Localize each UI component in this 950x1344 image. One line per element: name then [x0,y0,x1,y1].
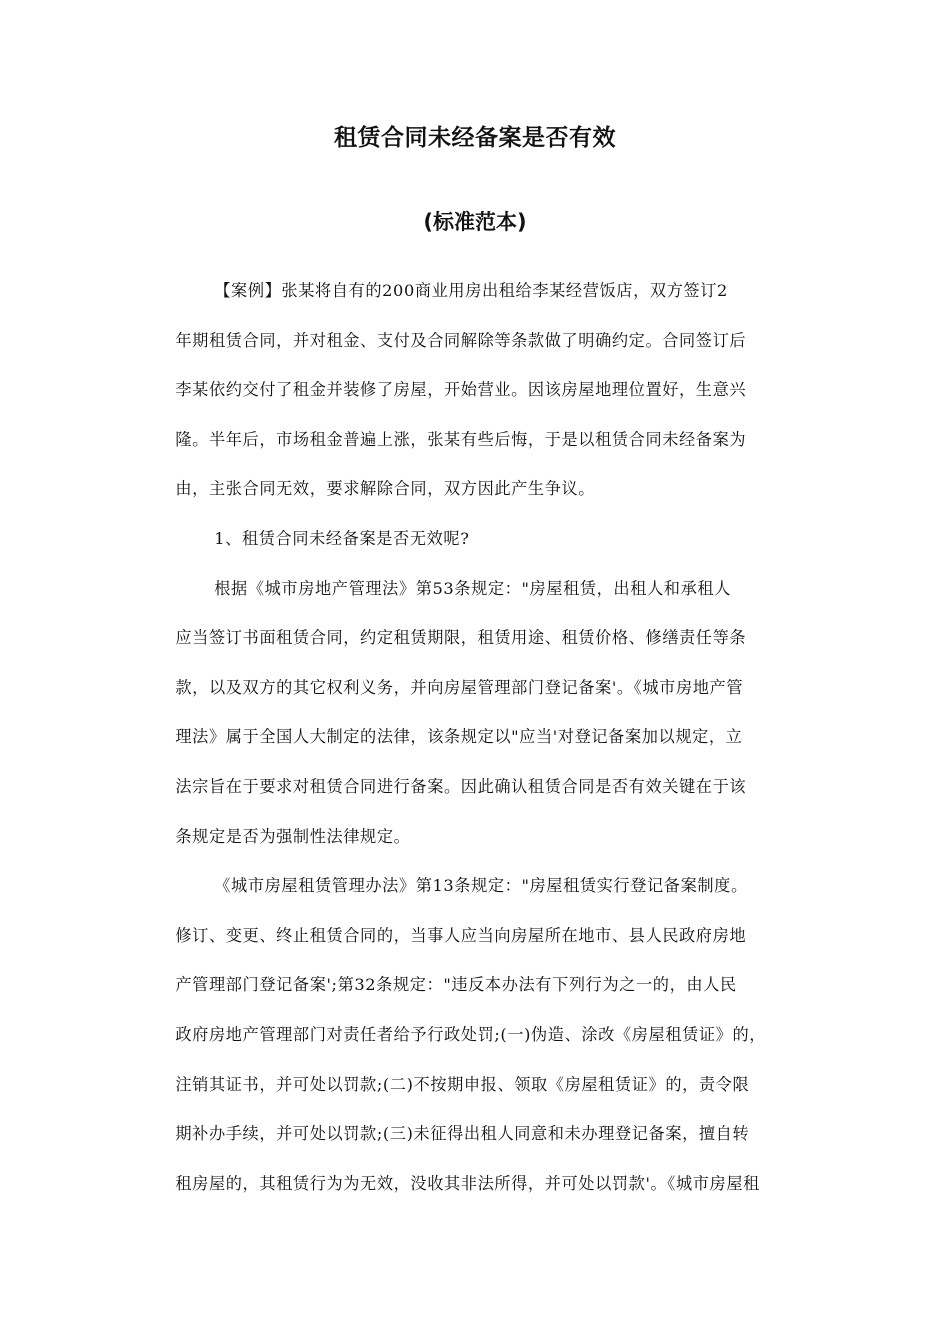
text-line: 李某依约交付了租金并装修了房屋，开始营业。因该房屋地理位置好，生意兴 [175,380,747,400]
text-line: 根据《城市房地产管理法》第53条规定："房屋租赁，出租人和承租人 [214,578,731,598]
text-line: 隆。半年后，市场租金普遍上涨，张某有些后悔，于是以租赁合同未经备案为 [175,429,747,449]
text-line: 政府房地产管理部门对责任者给予行政处罚;(一)伪造、涂改《房屋租赁证》的， [175,1024,767,1044]
text-line: 由，主张合同无效，要求解除合同，双方因此产生争议。 [175,479,596,499]
text-line: 《城市房屋租赁管理办法》第13条规定："房屋租赁实行登记备案制度。 [214,876,748,896]
text-line: 法宗旨在于要求对租赁合同进行备案。因此确认租赁合同是否有效关键在于该 [175,776,747,796]
paragraph-question [143,514,811,564]
text-line: 产管理部门登记备案';第32条规定："违反本办法有下列行为之一的，由人民 [175,975,737,995]
paragraph-law-53 [143,564,811,862]
paragraph-case [143,266,811,514]
text-line: 年期租赁合同，并对租金、支付及合同解除等条款做了明确约定。合同签订后 [175,330,747,350]
document-body [143,266,811,1208]
text-line: 【案例】张某将自有的200商业用房出租给李某经营饭店，双方签订2 [214,281,728,300]
text-line: 1、租赁合同未经备案是否无效呢? [214,528,470,548]
text-line: 应当签订书面租赁合同，约定租赁期限，租赁用途、租赁价格、修缮责任等条 [175,628,747,648]
text-line: 租房屋的，其租赁行为为无效，没收其非法所得，并可处以罚款'。《城市房屋租 [175,1173,760,1193]
text-line: 期补办手续，并可处以罚款;(三)未征得出租人同意和未办理登记备案，擅自转 [175,1124,750,1144]
text-line: 注销其证书，并可处以罚款;(二)不按期申报、领取《房屋租赁证》的，责令限 [175,1074,750,1094]
text-line: 条规定是否为强制性法律规定。 [175,826,411,846]
document-title: 租赁合同未经备案是否有效 [334,125,616,151]
document-subtitle: (标准范本) [423,210,527,234]
text-line: 修订、变更、终止租赁合同的，当事人应当向房屋所在地市、县人民政府房地 [175,925,747,945]
paragraph-rule-13 [143,861,811,1208]
text-line: 款，以及双方的其它权利义务，并向房屋管理部门登记备案'。《城市房地产管 [175,677,744,697]
text-line: 理法》属于全国人大制定的法律，该条规定以"应当'对登记备案加以规定，立 [175,727,743,747]
